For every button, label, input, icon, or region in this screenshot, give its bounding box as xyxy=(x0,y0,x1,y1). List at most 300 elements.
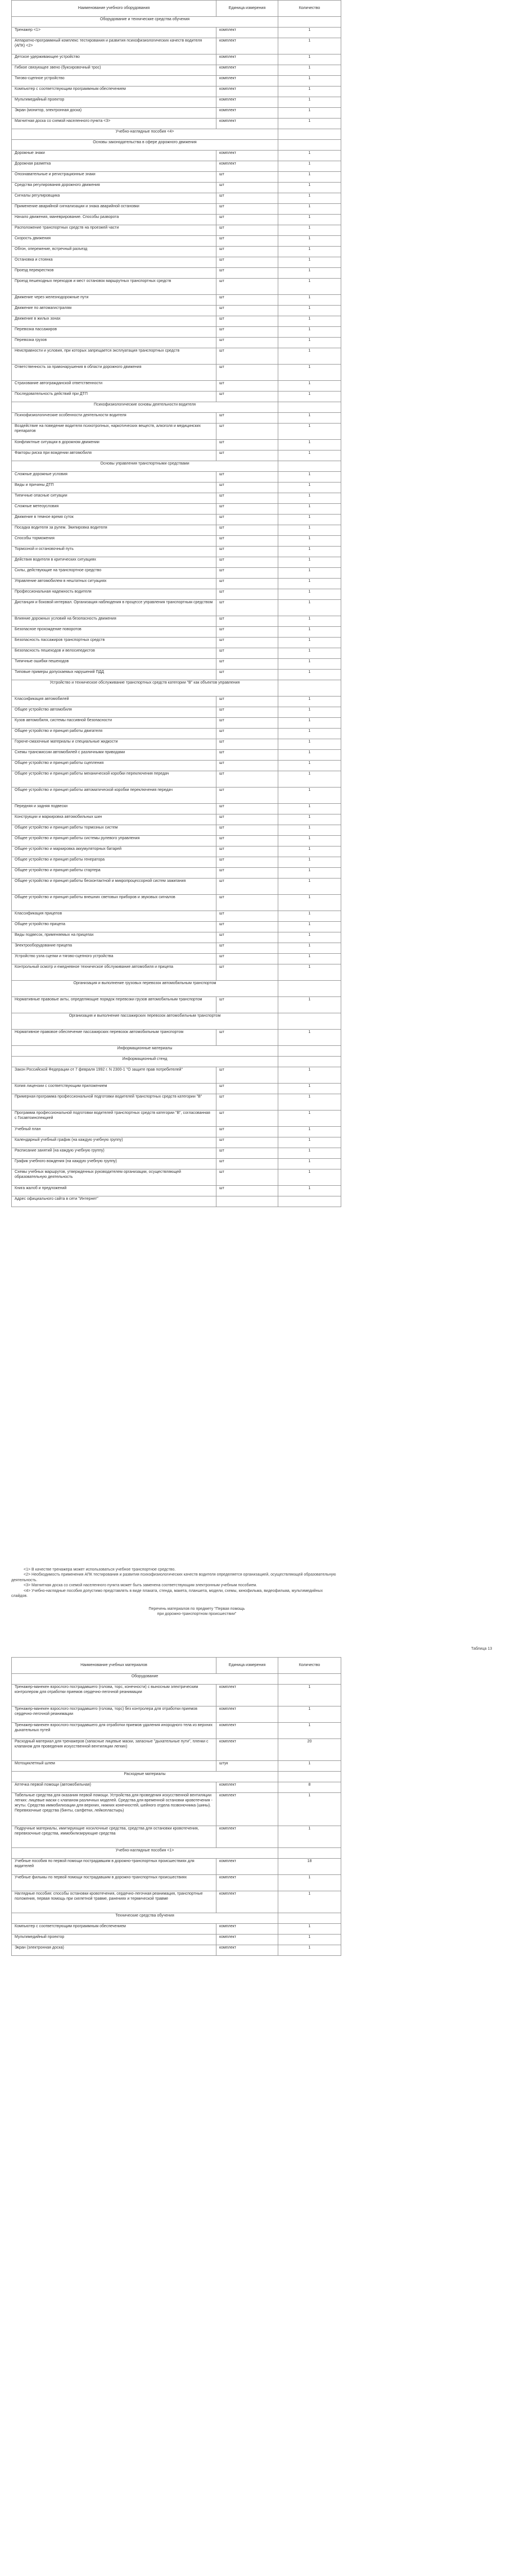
unit-cell: шт xyxy=(216,1084,278,1094)
table-row xyxy=(12,1935,341,1945)
section-title: Технические средства обучения xyxy=(12,1913,278,1924)
table-row xyxy=(12,1782,341,1793)
table-row xyxy=(12,804,341,814)
item-name-cell: Скорость движения xyxy=(12,236,216,247)
quantity-cell: 1 xyxy=(278,483,341,493)
table-row xyxy=(12,1094,341,1110)
table-row xyxy=(12,868,341,879)
quantity-cell: 20 xyxy=(278,1739,341,1761)
section-row xyxy=(12,461,341,472)
quantity-cell: 1 xyxy=(278,1826,341,1848)
table-row xyxy=(12,557,341,568)
table-row xyxy=(12,739,341,750)
item-name-cell: Общее устройство и принцип работы механической коробки переключения передач xyxy=(12,771,216,788)
unit-cell: шт xyxy=(216,943,278,954)
item-name-cell: Проезд пешеходных переходов и мест остановок маршрутных транспортных средств xyxy=(12,279,216,295)
table-row xyxy=(12,183,341,193)
column-header-unit: Единица измерения xyxy=(216,1,278,17)
unit-cell: комплект xyxy=(216,1685,278,1706)
unit-cell: шт xyxy=(216,579,278,589)
item-name-cell: Общее устройство автомобиля xyxy=(12,707,216,718)
table-row xyxy=(12,788,341,804)
table-row xyxy=(12,922,341,932)
unit-cell: шт xyxy=(216,525,278,536)
table-row xyxy=(12,1826,341,1848)
quantity-cell: 1 xyxy=(278,536,341,547)
quantity-cell: 1 xyxy=(278,87,341,97)
table-row xyxy=(12,1127,341,1137)
table-row xyxy=(12,761,341,771)
item-name-cell: Движение в жилых зонах xyxy=(12,316,216,327)
section-empty-cell xyxy=(278,1848,341,1859)
section-empty-cell xyxy=(278,981,341,997)
unit-cell: шт xyxy=(216,589,278,600)
item-name-cell: Книга жалоб и предложений xyxy=(12,1186,216,1196)
table-row xyxy=(12,295,341,306)
item-name-cell: Типичные ошибки пешеходов xyxy=(12,659,216,670)
quantity-cell: 1 xyxy=(278,648,341,659)
item-name-cell: Проезд перекрестков xyxy=(12,268,216,279)
table-row xyxy=(12,76,341,87)
section-title: Учебно-наглядные пособия <4> xyxy=(12,129,278,140)
quantity-cell: 1 xyxy=(278,750,341,761)
table-row xyxy=(12,1030,341,1046)
item-name-cell: Устройство узла сцепки и тягово-сцепного устройства xyxy=(12,954,216,964)
quantity-cell: 1 xyxy=(278,1159,341,1169)
table-row xyxy=(12,659,341,670)
quantity-cell: 1 xyxy=(278,28,341,38)
quantity-cell: 1 xyxy=(278,1148,341,1159)
unit-cell: шт xyxy=(216,504,278,515)
quantity-cell: 1 xyxy=(278,1875,341,1891)
section-title: Расходные материалы xyxy=(12,1772,278,1782)
section-title: Устройство и техническое обслуживание транспортных средств категории "В" как объектов управления xyxy=(12,680,278,697)
section-empty-cell xyxy=(278,1046,341,1057)
item-name-cell: Наглядные пособия: способы остановки кровотечения, сердечно-легочная реанимация, транспортные положения, первая помощь при скелетной травме, ранениях и термической травме xyxy=(12,1891,216,1913)
unit-cell: шт xyxy=(216,648,278,659)
item-name-cell: Безопасное прохождение поворотов xyxy=(12,627,216,638)
item-name-cell: Общее устройство и принцип работы внешних световых приборов и звуковых сигналов xyxy=(12,895,216,911)
item-name-cell: Календарный учебный график (на каждую учебную группу) xyxy=(12,1137,216,1148)
quantity-cell: 1 xyxy=(278,1761,341,1772)
equipment-table xyxy=(11,0,341,1207)
table-row xyxy=(12,515,341,525)
item-name-cell: Применение аварийной сигнализации и знака аварийной остановки xyxy=(12,204,216,215)
unit-cell: комплект xyxy=(216,1826,278,1848)
unit-cell: шт xyxy=(216,547,278,557)
table-row xyxy=(12,568,341,579)
item-name-cell: Типовые примеры допускаемых нарушений ПДД xyxy=(12,670,216,680)
quantity-cell: 1 xyxy=(278,225,341,236)
item-name-cell: Аппаратно-программный комплекс тестирования и развития психофизиологических качеств водителя (АПК) <2> xyxy=(12,38,216,54)
unit-cell: шт xyxy=(216,964,278,981)
table-row xyxy=(12,750,341,761)
section-row xyxy=(12,1772,341,1782)
section-empty-cell xyxy=(278,1772,341,1782)
quantity-cell: 1 xyxy=(278,697,341,707)
item-name-cell: Контрольный осмотр и ежедневное техническое обслуживание автомобиля и прицепа xyxy=(12,964,216,981)
quantity-cell: 1 xyxy=(278,627,341,638)
table-row xyxy=(12,65,341,76)
quantity-cell: 1 xyxy=(278,327,341,338)
table-row xyxy=(12,648,341,659)
item-name-cell: Страхование автогражданской ответственности xyxy=(12,381,216,392)
quantity-cell: 1 xyxy=(278,392,341,402)
section-row xyxy=(12,129,341,140)
quantity-cell: 1 xyxy=(278,761,341,771)
table-row xyxy=(12,697,341,707)
section-empty-cell xyxy=(278,1057,341,1067)
unit-cell: шт xyxy=(216,1159,278,1169)
unit-cell: шт xyxy=(216,814,278,825)
materials-list-title xyxy=(112,1606,281,1617)
item-name-cell: Схемы учебных маршрутов, утвержденных руководителем организации, осуществляющей образовательную деятельность xyxy=(12,1169,216,1186)
unit-cell: шт xyxy=(216,306,278,316)
table-row xyxy=(12,413,341,424)
table-row xyxy=(12,338,341,348)
quantity-cell: 1 xyxy=(278,338,341,348)
table-row xyxy=(12,1148,341,1159)
section-title: Организация и выполнение пассажирских перевозок автомобильным транспортом xyxy=(12,1013,278,1030)
unit-cell: комплект xyxy=(216,28,278,38)
quantity-cell: 1 xyxy=(278,788,341,804)
unit-cell: комплект xyxy=(216,1924,278,1935)
unit-cell: шт xyxy=(216,739,278,750)
unit-cell: шт xyxy=(216,1148,278,1159)
unit-cell: шт xyxy=(216,879,278,895)
table-row xyxy=(12,97,341,108)
unit-cell: шт xyxy=(216,493,278,504)
table-row xyxy=(12,54,341,65)
item-name-cell: Передняя и задняя подвески xyxy=(12,804,216,814)
quantity-cell: 1 xyxy=(278,76,341,87)
item-name-cell: Силы, действующие на транспортное средство xyxy=(12,568,216,579)
table-row xyxy=(12,151,341,161)
item-name-cell: Общее устройство и принцип работы двигателя xyxy=(12,729,216,739)
unit-cell: шт xyxy=(216,1030,278,1046)
item-name-cell: Общее устройство и принцип работы сцепления xyxy=(12,761,216,771)
table-row xyxy=(12,536,341,547)
section-row xyxy=(12,1013,341,1030)
table-row xyxy=(12,879,341,895)
table-row xyxy=(12,589,341,600)
section-title: Основы законодательства в сфере дорожного движения xyxy=(12,140,278,151)
footnote-1: <1> В качестве тренажера может использоваться учебное транспортное средство. xyxy=(24,1568,176,1572)
item-name-cell: Дорожные знаки xyxy=(12,151,216,161)
quantity-cell: 1 xyxy=(278,236,341,247)
section-empty-cell xyxy=(278,1013,341,1030)
quantity-cell: 1 xyxy=(278,504,341,515)
table-row xyxy=(12,1196,341,1207)
table-row xyxy=(12,1706,341,1723)
unit-cell: шт xyxy=(216,365,278,381)
item-name-cell: Влияние дорожных условий на безопасность движения xyxy=(12,616,216,627)
column-header-name: Наименование учебных материалов xyxy=(12,1658,216,1674)
quantity-cell: 1 xyxy=(278,997,341,1013)
section-row xyxy=(12,680,341,697)
unit-cell: комплект xyxy=(216,119,278,129)
quantity-cell: 1 xyxy=(278,1706,341,1723)
quantity-cell: 1 xyxy=(278,215,341,225)
item-name-cell: Магнитная доска со схемой населенного пункта <3> xyxy=(12,119,216,129)
unit-cell: комплект xyxy=(216,97,278,108)
section-title: Информационные материалы xyxy=(12,1046,278,1057)
unit-cell: шт xyxy=(216,193,278,204)
quantity-cell: 1 xyxy=(278,825,341,836)
quantity-cell: 1 xyxy=(278,381,341,392)
item-name-cell: Тренажер-манекен взрослого пострадавшего (голова, торс, конечности) с выносным электрическим контролером для отработки приемов сердечно-легочной реанимации xyxy=(12,1685,216,1706)
table-label: Таблица 13 xyxy=(471,1647,493,1651)
item-name-cell: Тренажер-манекен взрослого пострадавшего (голова, торс) без контролера для отработки приемов сердечно-легочной реанимации xyxy=(12,1706,216,1723)
unit-cell: шт xyxy=(216,659,278,670)
quantity-cell: 1 xyxy=(278,295,341,306)
table-row xyxy=(12,472,341,483)
unit-cell: шт xyxy=(216,268,278,279)
item-name-cell: Конструкции и маркировка автомобильных шин xyxy=(12,814,216,825)
unit-cell: шт xyxy=(216,483,278,493)
table-row xyxy=(12,836,341,846)
quantity-cell: 1 xyxy=(278,879,341,895)
table-row xyxy=(12,547,341,557)
table-row xyxy=(12,268,341,279)
table-row xyxy=(12,38,341,54)
unit-cell: шт xyxy=(216,424,278,440)
unit-cell: шт xyxy=(216,997,278,1013)
unit-cell: комплект xyxy=(216,87,278,97)
item-name-cell: Примерная программа профессиональной подготовки водителей транспортных средств категории "В" xyxy=(12,1094,216,1110)
unit-cell: шт xyxy=(216,392,278,402)
quantity-cell: 1 xyxy=(278,1030,341,1046)
unit-cell: комплект xyxy=(216,1723,278,1739)
table-row xyxy=(12,327,341,338)
unit-cell: шт xyxy=(216,450,278,461)
quantity-cell: 1 xyxy=(278,1127,341,1137)
item-name-cell: Воздействие на поведение водителя психотропных, наркотических веществ, алкоголя и медицинских препаратов xyxy=(12,424,216,440)
table-row xyxy=(12,600,341,616)
unit-cell: шт xyxy=(216,295,278,306)
section-title: Учебно-наглядные пособия <1> xyxy=(12,1848,278,1859)
unit-cell: комплект xyxy=(216,1706,278,1723)
table-row xyxy=(12,1761,341,1772)
unit-cell: шт xyxy=(216,761,278,771)
item-name-cell: Закон Российской Федерации от 7 февраля 1992 г. N 2300-1 "О защите прав потребителей" xyxy=(12,1067,216,1084)
quantity-cell: 1 xyxy=(278,161,341,172)
column-header-name: Наименование учебного оборудования xyxy=(12,1,216,17)
unit-cell: шт xyxy=(216,1067,278,1084)
table-row xyxy=(12,161,341,172)
unit-cell: шт xyxy=(216,1094,278,1110)
unit-cell: шт xyxy=(216,846,278,857)
quantity-cell: 1 xyxy=(278,424,341,440)
quantity-cell: 1 xyxy=(278,814,341,825)
table-row xyxy=(12,440,341,450)
footnote-4: <4> Учебно-наглядные пособия допустимо представлять в виде плаката, стенда, макета, планшета, модели, схемы, кинофильма, видеофильма, мультимедийных слайдов. xyxy=(11,1589,323,1599)
quantity-cell: 1 xyxy=(278,119,341,129)
item-name-cell: Компьютер с соответствующим программным обеспечением xyxy=(12,87,216,97)
quantity-cell: 1 xyxy=(278,1793,341,1826)
table-row xyxy=(12,204,341,215)
quantity-cell: 1 xyxy=(278,600,341,616)
quantity-cell: 1 xyxy=(278,257,341,268)
section-title: Организация и выполнение грузовых перевозок автомобильным транспортом xyxy=(12,981,278,997)
section-empty-cell xyxy=(278,129,341,140)
section-title: Оборудование xyxy=(12,1674,278,1685)
item-name-cell: Мультимедийный проектор xyxy=(12,97,216,108)
unit-cell: шт xyxy=(216,771,278,788)
table-row xyxy=(12,1859,341,1875)
table-row xyxy=(12,493,341,504)
section-empty-cell xyxy=(278,402,341,413)
quantity-cell: 1 xyxy=(278,1084,341,1094)
unit-cell: шт xyxy=(216,697,278,707)
item-name-cell: Посадка водителя за рулем. Экипировка водителя xyxy=(12,525,216,536)
table-row xyxy=(12,348,341,365)
quantity-cell: 1 xyxy=(278,911,341,922)
item-name-cell: Общее устройство прицепа xyxy=(12,922,216,932)
item-name-cell: Адрес официального сайта в сети "Интернет" xyxy=(12,1196,216,1207)
unit-cell xyxy=(216,1196,278,1207)
quantity-cell: 1 xyxy=(278,547,341,557)
table-row xyxy=(12,381,341,392)
item-name-cell: Способы торможения xyxy=(12,536,216,547)
table-row xyxy=(12,1186,341,1196)
unit-cell: шт xyxy=(216,616,278,627)
unit-cell: шт xyxy=(216,557,278,568)
table-row xyxy=(12,943,341,954)
item-name-cell: Экран (электронная доска) xyxy=(12,1945,216,1956)
quantity-cell: 1 xyxy=(278,638,341,648)
section-empty-cell xyxy=(278,680,341,697)
unit-cell: шт xyxy=(216,440,278,450)
item-name-cell: Общее устройство и принцип работы генератора xyxy=(12,857,216,868)
unit-cell: шт xyxy=(216,215,278,225)
quantity-cell: 1 xyxy=(278,472,341,483)
quantity-cell: 1 xyxy=(278,718,341,729)
item-name-cell: Табельные средства для оказания первой помощи. Устройства для проведения искусственной вентиляции легких: лицевые маски с клапаном различных моделей. Средства для временной остановки кровотечения - жгуты. Средства иммобилизации для верхних, нижних конечностей, шейного отдела позвоночника (шины). Перевязочные средства (бинты, салфетки, лейкопластырь) xyxy=(12,1793,216,1826)
table-row xyxy=(12,306,341,316)
materials-list-title-line-1: Перечень материалов по предмету "Первая помощь xyxy=(148,1607,245,1611)
item-name-cell: Перевозка грузов xyxy=(12,338,216,348)
quantity-cell: 1 xyxy=(278,365,341,381)
item-name-cell: Тормозной и остановочный путь xyxy=(12,547,216,557)
unit-cell: шт xyxy=(216,225,278,236)
quantity-cell: 1 xyxy=(278,964,341,981)
item-name-cell: Общее устройство и принцип работы тормозных систем xyxy=(12,825,216,836)
item-name-cell: Учебные пособия по первой помощи пострадавшим в дорожно-транспортных происшествиях для водителей xyxy=(12,1859,216,1875)
table-row xyxy=(12,525,341,536)
unit-cell: шт xyxy=(216,257,278,268)
quantity-cell: 1 xyxy=(278,895,341,911)
item-name-cell: Классификация прицепов xyxy=(12,911,216,922)
quantity-cell: 1 xyxy=(278,54,341,65)
quantity-cell: 1 xyxy=(278,868,341,879)
section-row xyxy=(12,1674,341,1685)
item-name-cell: Безопасность пешеходов и велосипедистов xyxy=(12,648,216,659)
quantity-cell: 1 xyxy=(278,1169,341,1186)
item-name-cell: Общее устройство и принцип работы стартера xyxy=(12,868,216,879)
unit-cell: шт xyxy=(216,932,278,943)
section-row xyxy=(12,402,341,413)
unit-cell: шт xyxy=(216,279,278,295)
item-name-cell: Классификация автомобилей xyxy=(12,697,216,707)
quantity-cell: 1 xyxy=(278,589,341,600)
unit-cell: шт xyxy=(216,836,278,846)
table-row xyxy=(12,1084,341,1094)
unit-cell: шт xyxy=(216,183,278,193)
table-row xyxy=(12,627,341,638)
table-row xyxy=(12,997,341,1013)
item-name-cell: Гибкое связующее звено (буксировочный трос) xyxy=(12,65,216,76)
table-row xyxy=(12,670,341,680)
quantity-cell: 1 xyxy=(278,279,341,295)
section-row xyxy=(12,1057,341,1067)
unit-cell: комплект xyxy=(216,1739,278,1761)
quantity-cell: 1 xyxy=(278,268,341,279)
quantity-cell: 1 xyxy=(278,450,341,461)
table-row xyxy=(12,450,341,461)
quantity-cell: 1 xyxy=(278,846,341,857)
quantity-cell: 1 xyxy=(278,659,341,670)
item-name-cell: Учебный план xyxy=(12,1127,216,1137)
item-name-cell: Расписание занятий (на каждую учебную группу) xyxy=(12,1148,216,1159)
materials-list-title-line-2: при дорожно-транспортном происшествии" xyxy=(157,1612,237,1617)
table-row xyxy=(12,579,341,589)
unit-cell: комплект xyxy=(216,1945,278,1956)
quantity-cell: 1 xyxy=(278,348,341,365)
unit-cell: шт xyxy=(216,788,278,804)
section-row xyxy=(12,140,341,151)
table-row xyxy=(12,1924,341,1935)
unit-cell: комплект xyxy=(216,1782,278,1793)
quantity-cell: 1 xyxy=(278,1685,341,1706)
unit-cell: шт xyxy=(216,472,278,483)
table-row xyxy=(12,932,341,943)
item-name-cell: Сложные дорожные условия xyxy=(12,472,216,483)
section-row xyxy=(12,1046,341,1057)
quantity-cell: 1 xyxy=(278,525,341,536)
item-name-cell: Компьютер с соответствующим программным обеспечением xyxy=(12,1924,216,1935)
quantity-cell: 1 xyxy=(278,493,341,504)
table-body xyxy=(12,1674,341,1956)
quantity-cell: 1 xyxy=(278,440,341,450)
unit-cell: комплект xyxy=(216,161,278,172)
table-row xyxy=(12,279,341,295)
table-row xyxy=(12,638,341,648)
item-name-cell: Типичные опасные ситуации xyxy=(12,493,216,504)
quantity-cell: 1 xyxy=(278,172,341,183)
quantity-cell: 1 xyxy=(278,1094,341,1110)
quantity-cell: 1 xyxy=(278,97,341,108)
table-body xyxy=(12,17,341,1207)
quantity-cell: 1 xyxy=(278,579,341,589)
item-name-cell: Детское удерживающее устройство xyxy=(12,54,216,65)
unit-cell: шт xyxy=(216,825,278,836)
table-row xyxy=(12,1685,341,1706)
item-name-cell: Сигналы регулировщика xyxy=(12,193,216,204)
table-row xyxy=(12,1169,341,1186)
item-name-cell: Психофизиологические особенности деятельности водителя xyxy=(12,413,216,424)
item-name-cell: Движение в темное время суток xyxy=(12,515,216,525)
item-name-cell: Ответственность за правонарушения в области дорожного движения xyxy=(12,365,216,381)
section-title: Оборудование и технические средства обучения xyxy=(12,17,278,28)
unit-cell: шт xyxy=(216,204,278,215)
unit-cell: шт xyxy=(216,911,278,922)
quantity-cell: 1 xyxy=(278,151,341,161)
item-name-cell: Общее устройство и принцип работы бесконтактной и микропроцессорной систем зажигания xyxy=(12,879,216,895)
unit-cell: комплект xyxy=(216,54,278,65)
table-row xyxy=(12,119,341,129)
quantity-cell: 1 xyxy=(278,1186,341,1196)
